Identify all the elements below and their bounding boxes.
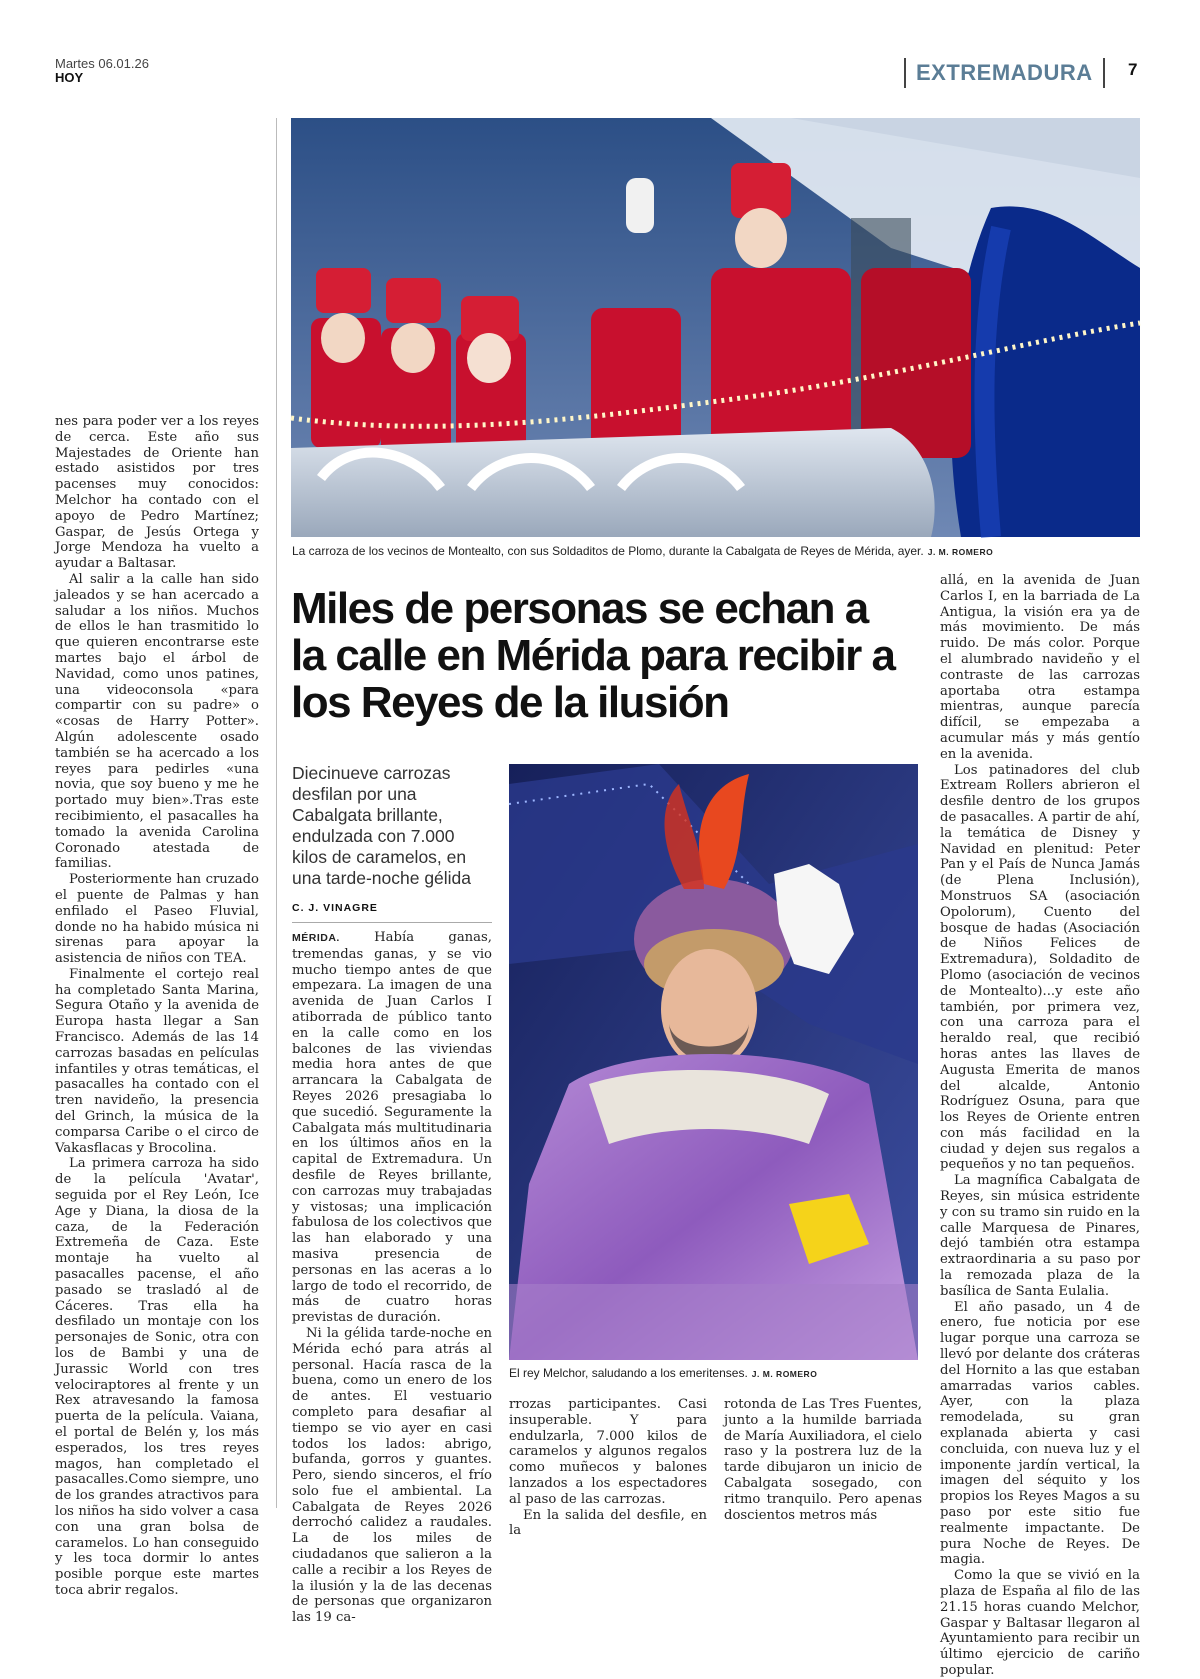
article-column-2 xyxy=(292,930,492,1626)
paragraph: Ni la gélida tarde-noche en Mérida echó para atrás al personal. Hacía rasca de la buena, como un enero de los de antes. El vestuario completo para desafiar al tiempo se vio ayer en casi todos los lados: abrigo, bufanda, gorros y guantes. Pero, siendo sinceros, el frío solo fue el ambiental. La Cabalgata de Reyes 2026 derrochó calidez a raudales. La de los miles de ciudadanos que salieron a la calle a recibir a los Reyes de la ilusión y la de las decenas de personas que organizaron las 19 ca- xyxy=(292,1325,492,1626)
article-headline: Miles de personas se echan a la calle en Mérida para recibir a los Reyes de la ilusión xyxy=(291,584,895,727)
article-column-5 xyxy=(940,573,1140,1679)
paragraph: rotonda de Las Tres Fuentes, junto a la humilde barriada de María Auxiliadora, el cielo raso y la postrera luz de la tarde dibujaron un inicio de Cabalgata sosegado, con ritmo tranquilo. Pero apenas doscientos metros más xyxy=(724,1397,922,1523)
middle-photo-caption xyxy=(509,1366,817,1381)
paragraph: La primera carroza ha sido de la película 'Avatar', seguida por el Rey León, Ice Age y Diana, la diosa de la caza, de la Federación Extremeña de Caza. Este montaje ha vuelto al pasacalles pacense, el año pasado se trasladó al de Cáceres. Tras ella ha desfilado un montaje con los personajes de Sonic, otra con los de Bambi y una de Jurassic World con tres velociraptores al frente y un Rex atravesando la famosa puerta de la película. Vaiana, el portal de Belén y, los más esperados, los tres reyes magos, han completado el pasacalles.Como siempre, uno de los grandes atractivos para los niños ha sido volver a casa con una gran bolsa de caramelos. Lo han conseguido y les toca dormir lo antes posible porque este martes toca abrir regalos. xyxy=(55,1156,259,1598)
photo-credit: J. M. ROMERO xyxy=(751,1369,818,1379)
paragraph-text: Había ganas, tremendas ganas, y se vio mucho tiempo antes de que empezara. La imagen de una avenida de Juan Carlos I atiborrada de público tanto en la calle como en los balcones de las viviendas media hora antes de que arrancara la Cabalgata de Reyes 2026 presagiaba lo que sucedió. Seguramente la Cabalgata más multitudinaria en los últimos años en la capital de Extremadura. Un desfile de Reyes brillante, con carrozas muy trabajadas y vistosas; una implicación fabulosa de los colectivos que las han elaborado y una masiva presencia de personas en las aceras a lo largo de todo el recorrido, de más de cuatro horas previstas de duración. xyxy=(292,930,492,1326)
caption-text: El rey Melchor, saludando a los emeritenses. xyxy=(509,1366,748,1380)
publication-name: HOY xyxy=(55,70,84,85)
article-deck: Diecinueve carrozas desfilan por una Cabalgata brillante, endulzada con 7.000 kilos de caramelos, en una tarde-noche gélida xyxy=(292,763,472,888)
paragraph: La magnífica Cabalgata de Reyes, sin música estridente y con su tramo sin ruido en la calle Marquesa de Pinares, dejó también otra estampa extraordinaria a su paso por la remozada plaza de la basílica de Santa Eulalia. xyxy=(940,1173,1140,1299)
article-byline: C. J. VINAGRE xyxy=(292,902,492,923)
paragraph: En la salida del desfile, en la xyxy=(509,1507,707,1539)
paragraph: Posteriormente han cruzado el puente de Palmas y han enfilado el Paseo Fluvial, donde no ha habido música ni sirenas para apoyar la asistencia de niños con TEA. xyxy=(55,872,259,967)
paragraph: Los patinadores del club Extream Rollers abrieron el desfile dentro de los grupos de pasacalles. A partir de ahí, la temática de Disney y Navidad en plenitud: Peter Pan y el País de Nunca Jamás (de Plena Inclusión), Monstruos SA (asociación Opolorum), Cuento del bosque de hadas (Asociación de Niños Felices de Extremadura), Soldadito de Plomo (asociación de vecinos de Montealto)...y este año también, por primera vez, con una carroza para el heraldo real, que recibió horas antes las llaves de Augusta Emerita de manos del alcalde, Antonio Rodríguez Osuna, para que los Reyes de Oriente entren con más facilidad en la ciudad y dejen sus regalos a pequeños y no tan pequeños. xyxy=(940,762,1140,1173)
middle-photo xyxy=(509,764,918,1360)
dateline: MÉRIDA. xyxy=(292,932,340,944)
paragraph: Finalmente el cortejo real ha completado Santa Marina, Segura Otaño y la avenida de Europa hasta llegar a San Francisco. Además de las 14 carrozas basadas en películas infantiles y otras temáticas, el pasacalles ha contado con el tren navideño, la presencia del Grinch, la música de la comparsa Caribe o el circo de Vakasflacas y Brocolina. xyxy=(55,966,259,1156)
paragraph: El año pasado, un 4 de enero, fue noticia por ese lugar porque una carroza se llevó por delante dos cráteras del Hornito a las que estaban amarradas varios cables. Ayer, con la plaza remodelada, su gran explanada abierta y casi concluida, con nueva luz y el imponente jardín vertical, la imagen del séquito y los propios los Reyes Magos a su paso por este sitio fue realmente impactante. De pura Noche de Reyes. De magia. xyxy=(940,1299,1140,1568)
article-column-4 xyxy=(724,1397,922,1523)
paragraph: allá, en la avenida de Juan Carlos I, en la barriada de La Antigua, la visión era ya de más movimiento. De más ruido. De más color. Porque el alumbrado navideño y el contraste de las carrozas aportaba otra estampa mientras, aunque parecía difícil, se empezaba a acumular más y más gentío en la avenida. xyxy=(940,573,1140,762)
photo-credit: J. M. ROMERO xyxy=(927,547,994,557)
caption-text: La carroza de los vecinos de Montealto, con sus Soldaditos de Plomo, durante la Cabalgata de Reyes de Mérida, ayer. xyxy=(292,544,924,558)
paragraph: nes para poder ver a los reyes de cerca. Este año sus Majestades de Oriente han estado asistidos por tres pacenses muy conocidos: Melchor ha contado con el apoyo de Pedro Martínez; Gaspar, de Jesús Ortega y Jorge Mendoza ha vuelto a ayudar a Baltasar. xyxy=(55,414,259,572)
prev-article-column xyxy=(55,414,259,1599)
parade-float-photo xyxy=(291,118,1140,537)
king-melchor-photo xyxy=(509,764,918,1360)
top-photo-caption xyxy=(292,544,993,559)
issue-date: Martes 06.01.26 xyxy=(55,56,149,71)
paragraph: Como la que se vivió en la plaza de España al filo de las 21.15 horas cuando Melchor, Gaspar y Baltasar llegaron al Ayuntamiento para recibir un último ejercicio de cariño popular. xyxy=(940,1568,1140,1678)
paragraph xyxy=(292,930,492,1326)
top-photo xyxy=(291,118,1140,537)
paragraph: Al salir a la calle han sido jaleados y se han acercado a saludar a los niños. Muchos de ellos le han trasmitido lo que quieren encontrarse este martes bajo el árbol de Navidad, como unos patines, una videoconsola «para compartir con su padre» o «cosas de Harry Potter». Algún adolescente osado también se ha acercado a los reyes para pedirles «una novia, que soy bueno y me he portado muy bien».Tras este recibimiento, el pasacalles ha tomado la avenida Carolina Coronado atestada de familias. xyxy=(55,571,259,872)
page-number: 7 xyxy=(1128,60,1138,79)
column-divider xyxy=(276,118,277,1508)
section-label: EXTREMADURA xyxy=(904,58,1105,88)
paragraph: rrozas participantes. Casi insuperable. Y para endulzarla, 7.000 kilos de caramelos y algunos regalos como muñecos y balones lanzados a los espectadores al paso de las carrozas. xyxy=(509,1397,707,1507)
article-column-3 xyxy=(509,1397,707,1539)
